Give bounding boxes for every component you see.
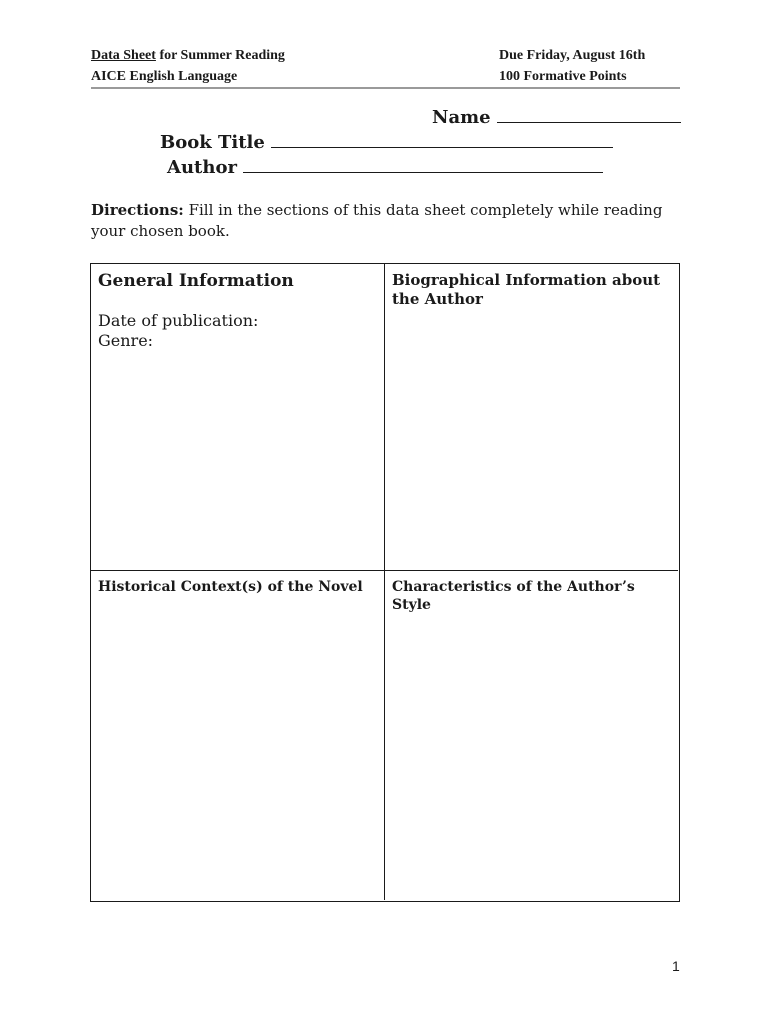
author-style-title: Characteristics of the Author’s Style (392, 579, 635, 613)
header-title-rest: for Summer Reading (155, 48, 285, 63)
genre-label: Genre: (98, 331, 154, 350)
author-field (167, 156, 603, 179)
header-due-date: Due Friday, August 16th (499, 48, 646, 63)
header-points: 100 Formative Points (499, 69, 627, 84)
date-of-publication-label: Date of publication: (98, 311, 259, 330)
data-sheet-table (90, 263, 680, 902)
author-blank-line (243, 156, 603, 173)
book-title-label: Book Title (160, 132, 265, 153)
historical-context-title: Historical Context(s) of the Novel (98, 579, 363, 595)
header-data-sheet-label: Data Sheet (91, 48, 156, 63)
spacer (98, 291, 377, 311)
name-field (432, 106, 681, 129)
book-title-blank-line (271, 131, 613, 148)
page-number: 1 (672, 958, 680, 974)
general-information-cell (91, 264, 385, 571)
author-label: Author (167, 157, 237, 178)
header-course-name: AICE English Language (91, 69, 238, 84)
biographical-information-cell (385, 264, 678, 571)
biographical-information-title: Biographical Information about the Author (392, 271, 661, 308)
name-blank-line (497, 106, 681, 123)
book-title-field (160, 131, 613, 154)
header-title-line (91, 45, 285, 66)
directions-text: Fill in the sections of this data sheet completely while reading your chosen book. (91, 201, 663, 240)
header-divider (91, 87, 680, 89)
header-right (499, 45, 645, 87)
author-style-cell (385, 571, 678, 900)
general-information-title: General Information (98, 271, 294, 291)
header-left (91, 45, 285, 87)
directions (91, 200, 691, 242)
historical-context-cell (91, 571, 385, 900)
directions-label: Directions: (91, 201, 184, 219)
name-label: Name (432, 107, 491, 128)
